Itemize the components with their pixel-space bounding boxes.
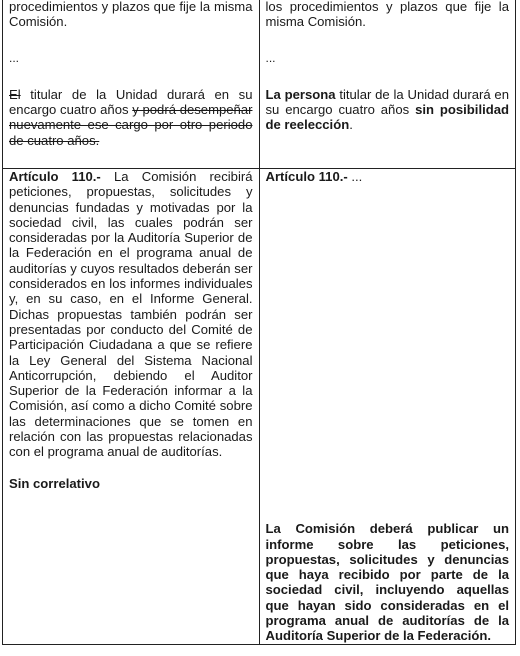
current-text-cell xyxy=(3,169,260,645)
table-row xyxy=(3,169,516,645)
plain-text: titular de la Unidad durará en su encargo cuatro años xyxy=(265,86,509,118)
struck-text: El xyxy=(9,86,21,102)
proposed-text-cell xyxy=(259,169,516,645)
right-paragraph-2 xyxy=(266,87,510,133)
current-text-cell xyxy=(3,0,260,169)
new-paragraph: La Comisión deberá publicar un informe sobre las peticiones, propuestas, solicitudes y denuncias que haya recibido por parte de la sociedad civil, incluyendo aquellas que hayan sido consideradas en el programa anual de auditorías de la Auditoría Superior de la Federación. xyxy=(265,521,509,644)
plain-text: titular de la Unidad durará en su encargo cuatro años xyxy=(9,86,253,118)
article-110-current xyxy=(9,169,253,460)
proposed-text-cell xyxy=(259,0,516,169)
left-ellipsis: ... xyxy=(9,50,20,65)
article-text: La Comisión recibirá peticiones, propuestas, solicitudes y denuncias fundadas y motivadas por la sociedad civil, las cuales podrán ser consideradas por la Auditoría Superior de la Federación en el programa anual de auditorías y cuyos resultados deberán ser considerados en los informes individuales y, en su caso, en el Informe General. Dichas propuestas también podrán ser presentadas por conducto del Comité de Participación Ciudadana a que se refiere la Ley General del Sistema Nacional Anticorrupción, debiendo el Auditor Superior de la Federación informar a la Comisión, así como a dicho Comité sobre las determinaciones que se tomen en relación con las propuestas relacionadas con el programa anual de auditorías. xyxy=(9,169,253,460)
right-ellipsis: ... xyxy=(265,50,276,65)
article-label: Artículo 110.- xyxy=(265,169,348,184)
right-paragraph-1: los procedimientos y plazos que fije la misma Comisión. xyxy=(265,0,509,30)
article-label: Artículo 110.- xyxy=(9,169,101,184)
bold-text: sin posibilidad de reelección xyxy=(265,102,509,133)
comparison-table xyxy=(2,0,516,645)
left-paragraph-2 xyxy=(9,87,253,148)
no-correlate-text: Sin correlativo xyxy=(9,475,100,491)
table-row xyxy=(3,0,516,169)
bold-text: La persona xyxy=(265,86,336,102)
article-tail: ... xyxy=(347,169,363,184)
article-110-proposed xyxy=(266,169,510,184)
struck-text: y podrá desempeñar nuevamente ese cargo por otro periodo de cuatro años. xyxy=(9,102,253,148)
left-paragraph-1: procedimientos y plazos que fije la misma Comisión. xyxy=(9,0,253,30)
plain-text: . xyxy=(349,117,353,133)
no-correlate-label xyxy=(9,476,253,491)
